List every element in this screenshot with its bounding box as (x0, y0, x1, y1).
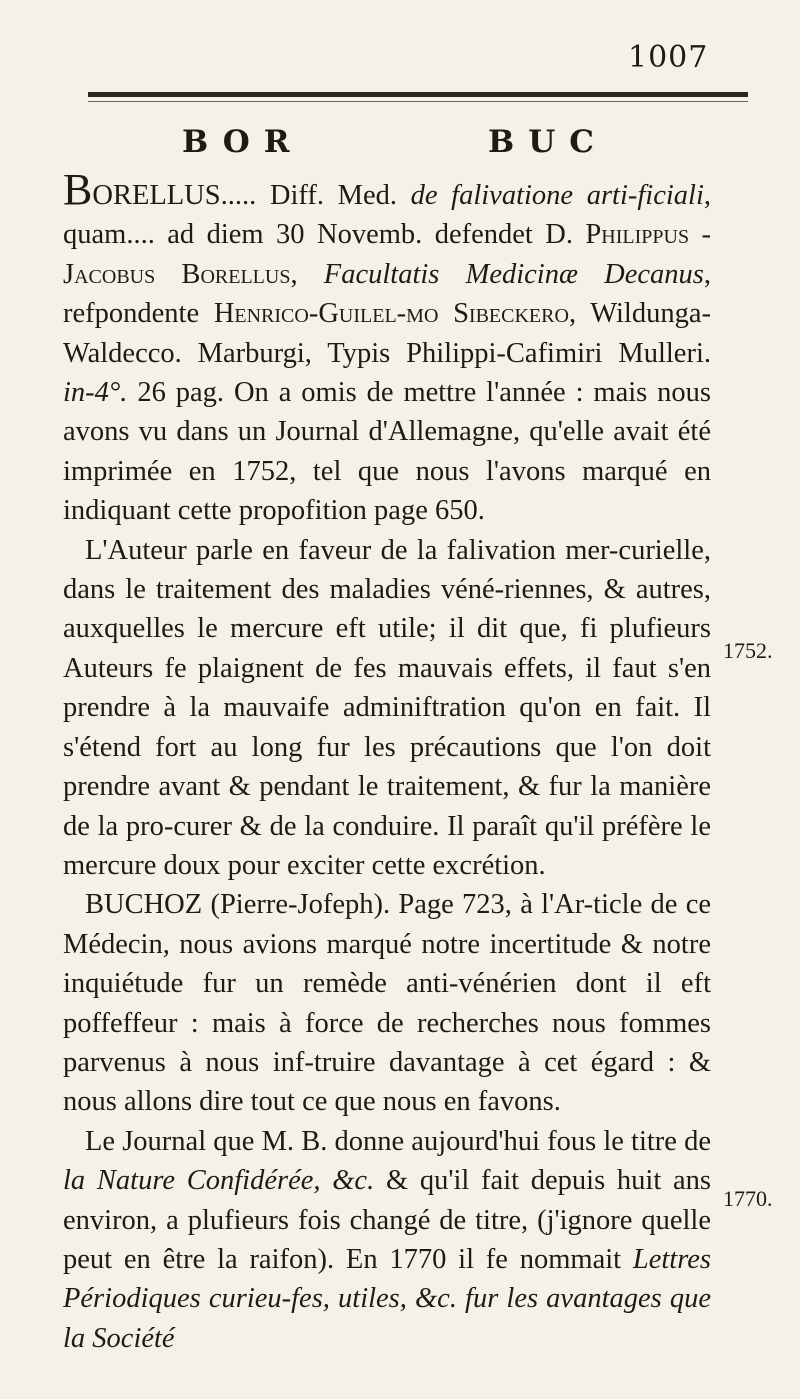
paragraph-buchoz: BUCHOZ (Pierre-Jofeph). Page 723, à l'Ar-ticle de ce Médecin, nous avions marqué notre incertitude & notre inquiétude fur un remède anti-vénérien dont il eft poffeffeur : mais à force de recherches nous fommes parvenus à nous inf-truire davantage à cet égard : & nous allons dire tout ce que nous en favons. (63, 889, 711, 1118)
body-text (63, 165, 712, 1358)
paragraph-journal (63, 1122, 711, 1358)
running-head-left: BOR (182, 124, 304, 160)
format: in-4°. (63, 377, 128, 409)
page-number: 1007 (628, 40, 709, 75)
entry-text: , refpondente (63, 258, 712, 330)
journal-title-old: Lettres Périodiques curieu-fes, utiles, &c. fur les avantages que la Société (63, 1243, 711, 1354)
journal-title: la Nature Confidérée, &c. (63, 1165, 375, 1197)
entry-text: , (290, 258, 324, 290)
paragraph-salivation: L'Auteur parle en faveur de la falivation mer-curielle, dans le traitement des maladies véné-riennes, & autres, auxquelles le mercure eft utile; il dit que, fi plufieurs Auteurs fe plaignent de fes mauvais effets, il faut s'en prendre à la mauvaife adminiftration qu'on en fait. Il s'étend fort au long fur les précautions que l'on doit prendre avant & pendant le traitement, & fur la manière de la pro-curer & de la conduire. Il paraît qu'il préfère le mercure doux pour exciter cette excrétion. (63, 534, 711, 881)
header-rule (88, 92, 748, 97)
margin-date: 1770. (723, 1186, 773, 1211)
header-rule-thin (88, 101, 748, 102)
entry-title: de falivatione arti-ficiali (410, 180, 704, 211)
entry-text: 26 pag. On a omis de mettre l'année : mais nous avons vu dans un Journal d'Allemagne, qu'elle avait été imprimée en 1752, tel que nous l'avons marqué en indiquant cette propofition page 650. (63, 377, 711, 527)
respondent-name: Henrico-Guilel-mo Sibeckero (213, 298, 569, 330)
paragraph-text: Le Journal que M. B. donne aujourd'hui fous le titre de (85, 1125, 711, 1157)
paragraph-text: & qu'il fait depuis huit ans environ, a plufieurs fois changé de titre, (j'ignore quelle peut en être la raifon). En 1770 il fe nommait (63, 1165, 711, 1275)
entry-text: ..... Diff. Med. (220, 180, 411, 211)
margin-date: 1752. (723, 638, 773, 663)
entry-borellus (63, 165, 712, 531)
entry-head: ORELLUS (92, 180, 221, 211)
author-name: Philippus - Jacobus Borellus (63, 219, 712, 290)
running-head-right: BUC (488, 124, 608, 160)
entry-text: , quam.... ad diem 30 Novemb. defendet D. (63, 180, 711, 251)
entry-head-initial: B (63, 165, 93, 214)
faculty-title: Facultatis Medicinæ Decanus (323, 258, 704, 290)
entry-text: , Wildunga-Waldecco. Marburgi, Typis Philippi-Cafimiri Mulleri. (63, 298, 711, 369)
